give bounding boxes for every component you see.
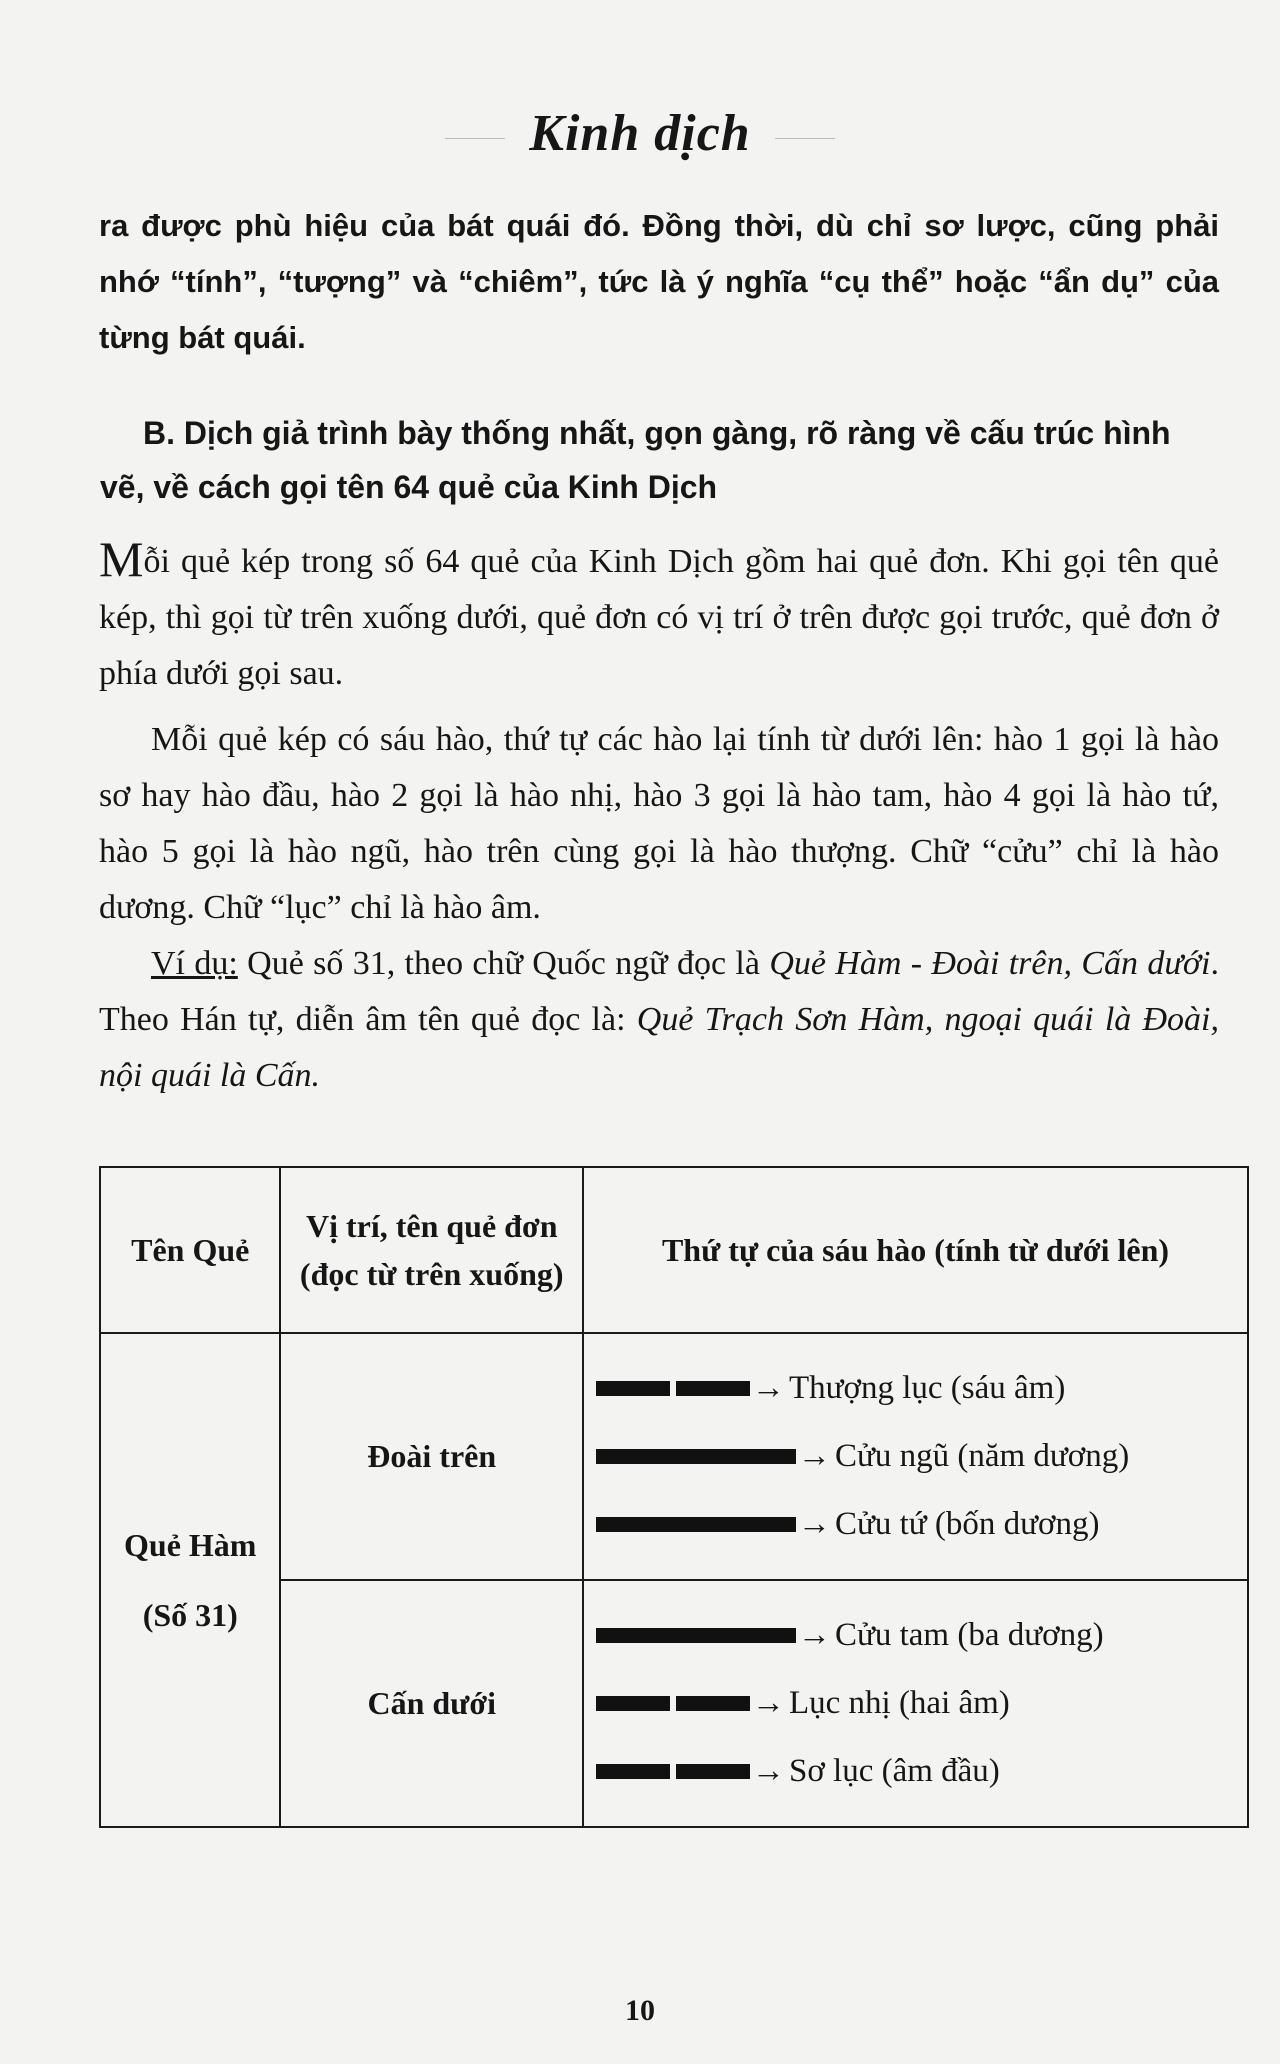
intro-paragraph: ra được phù hiệu của bát quái đó. Đồng thời, dù chỉ sơ lược, cũng phải nhớ “tính”, “tượng” và “chiêm”, tức là ý nghĩa “cụ thể” hoặc “ẩn dụ” của từng bát quái. bbox=[99, 208, 1219, 355]
example-label: Ví dụ: bbox=[151, 945, 238, 982]
table-row bbox=[100, 1333, 1248, 1580]
lower-trigram: Cấn dưới bbox=[280, 1580, 582, 1827]
line-label: Sơ lục (âm đầu) bbox=[788, 1753, 1000, 1789]
line-5 bbox=[596, 1423, 1247, 1491]
yang-line-icon bbox=[596, 1628, 796, 1643]
line-label: Lục nhị (hai âm) bbox=[788, 1685, 1010, 1721]
header-name: Tên Quẻ bbox=[100, 1167, 280, 1333]
line-3 bbox=[596, 1602, 1247, 1670]
yin-line-icon bbox=[596, 1381, 750, 1396]
arrow-icon: → bbox=[751, 1685, 785, 1721]
hexagram-name: Quẻ Hàm (Số 31) bbox=[100, 1333, 280, 1827]
paragraph-2: Mỗi quẻ kép có sáu hào, thứ tự các hào lại tính từ dưới lên: hào 1 gọi là hào sơ hay hào đầu, hào 2 gọi là hào nhị, hào 3 gọi là hào tam, hào 4 gọi là hào tứ, hào 5 gọi là hào ngũ, hào trên cùng gọi là hào thượng. Chữ “cửu” chỉ là hào dương. Chữ “lục” chỉ là hào âm. bbox=[99, 721, 1219, 926]
arrow-icon: → bbox=[797, 1506, 831, 1542]
drop-cap: M bbox=[99, 531, 144, 587]
yang-line-icon bbox=[596, 1517, 796, 1532]
header-position: Vị trí, tên quẻ đơn (đọc từ trên xuống) bbox=[280, 1167, 582, 1333]
line-label: Cửu ngũ (năm dương) bbox=[834, 1438, 1130, 1474]
upper-trigram: Đoài trên bbox=[280, 1333, 582, 1580]
example-text-2: . Theo Hán tự, diễn âm tên quẻ đọc là: bbox=[99, 945, 1219, 1038]
hexagram-table bbox=[99, 1166, 1249, 1828]
lower-lines bbox=[583, 1580, 1248, 1827]
line-1 bbox=[596, 1738, 1247, 1806]
section-heading bbox=[100, 406, 1228, 514]
running-header: Kinh dịch bbox=[0, 104, 1280, 163]
section-heading-line-2: vẽ, về cách gọi tên 64 quẻ của Kinh Dịch bbox=[100, 469, 718, 505]
line-6 bbox=[596, 1355, 1247, 1423]
example-italic-2: Quẻ Trạch Sơn Hàm, ngoại quái là Đoài, nội quái là Cấn. bbox=[99, 1001, 1219, 1094]
arrow-icon: → bbox=[797, 1438, 831, 1474]
line-label: Cửu tứ (bốn dương) bbox=[834, 1506, 1100, 1542]
line-label: Cửu tam (ba dương) bbox=[834, 1617, 1104, 1653]
yin-line-icon bbox=[596, 1696, 750, 1711]
arrow-icon: → bbox=[797, 1617, 831, 1653]
section-heading-line-1: B. Dịch giả trình bày thống nhất, gọn gàng, rõ ràng về cấu trúc hình bbox=[143, 415, 1171, 451]
table-header-row bbox=[100, 1167, 1248, 1333]
yang-line-icon bbox=[596, 1449, 796, 1464]
paragraph-1-text: ỗi quẻ kép trong số 64 quẻ của Kinh Dịch gồm hai quẻ đơn. Khi gọi tên quẻ kép, thì gọi từ trên xuống dưới, quẻ đơn có vị trí ở trên được gọi trước, quẻ đơn ở phía dưới gọi sau. bbox=[99, 543, 1219, 692]
page-number: 10 bbox=[625, 1994, 655, 2027]
example-italic-1: Quẻ Hàm - Đoài trên, Cấn dưới bbox=[769, 945, 1211, 982]
yin-line-icon bbox=[596, 1764, 750, 1779]
upper-lines bbox=[583, 1333, 1248, 1580]
example-text-1: Quẻ số 31, theo chữ Quốc ngữ đọc là bbox=[237, 945, 770, 982]
line-2 bbox=[596, 1670, 1247, 1738]
paragraph-1 bbox=[99, 531, 1219, 702]
header-lines: Thứ tự của sáu hào (tính từ dưới lên) bbox=[583, 1167, 1248, 1333]
line-4 bbox=[596, 1491, 1247, 1559]
line-label: Thượng lục (sáu âm) bbox=[788, 1370, 1066, 1406]
example-paragraph bbox=[99, 936, 1219, 1104]
arrow-icon: → bbox=[751, 1370, 785, 1406]
arrow-icon: → bbox=[751, 1753, 785, 1789]
